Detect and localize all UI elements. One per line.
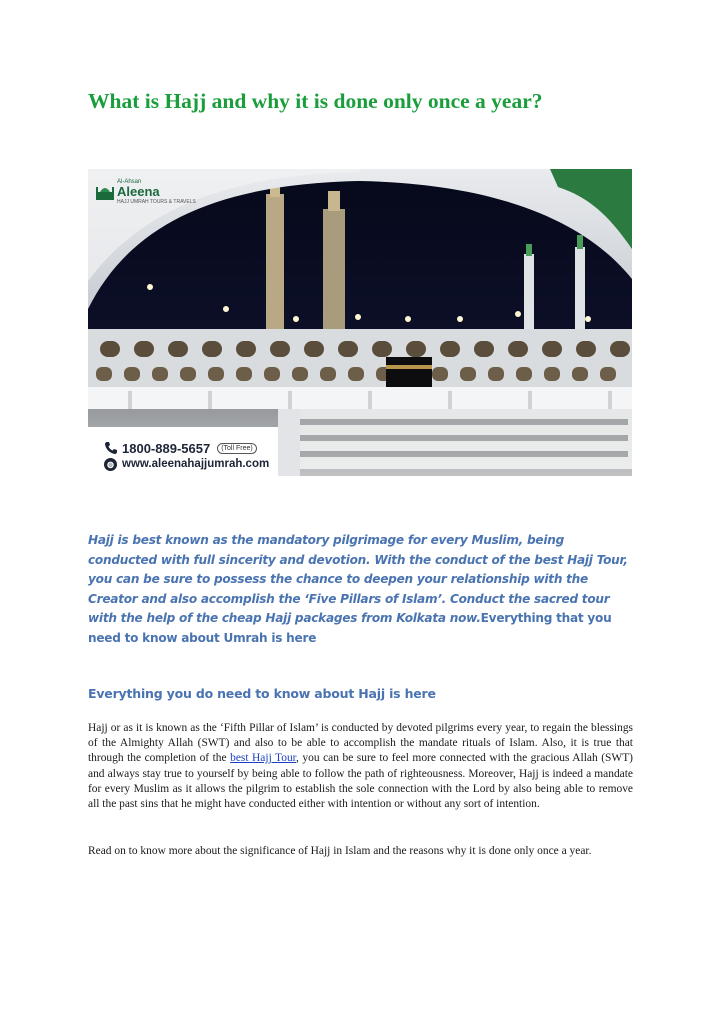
section-subheading: Everything you do need to know about Hajj is here	[88, 686, 436, 701]
logo-tagline: Al-Ahsan	[117, 179, 142, 185]
website-contact	[104, 456, 269, 472]
paragraph1-text-start: Hajj or as it is known as the ‘Fifth Pillar of Islam’ is conducted by devoted pilgrims every year, to regain the blessings of the Almighty Allah (SWT) and also to be able to accomplish the mandate rituals of Islam. Also, it is true that through the completion of the	[88, 722, 633, 765]
page-title: What is Hajj and why it is done only once a year?	[88, 89, 543, 113]
intro-paragraph	[88, 531, 636, 648]
brand-logo	[96, 177, 196, 207]
body-paragraph-1	[88, 721, 633, 812]
website-url: www.aleenahajjumrah.com	[122, 458, 270, 470]
toll-free-badge: (Toll Free)	[217, 443, 257, 454]
paragraph1-text-end: , you can be sure to feel more connected with the gracious Allah (SWT) and always stay true to yourself by being able to follow the path of righteousness. Moreover, Hajj is indeed a mandate for every Muslim as it allows the pilgrim to establish the sole connection with the Lord by also being able to remove all the past sins that he might have conducted either with intention or without any sort of intention.	[88, 752, 633, 811]
intro-bold-text: Everything that you need to know about Umrah is here	[88, 611, 612, 645]
logo-subtitle: HAJJ UMRAH TOURS & TRAVELS	[117, 199, 196, 205]
phone-icon	[104, 441, 118, 455]
phone-number: 1800-889-5657	[122, 440, 211, 456]
logo-name: Aleena	[117, 184, 160, 199]
body-paragraph-2: Read on to know more about the significance of Hajj in Islam and the reasons why it is done only once a year.	[88, 845, 592, 857]
masjid-al-haram-illustration	[88, 169, 632, 476]
best-hajj-tour-link[interactable]: best Hajj Tour	[230, 752, 297, 765]
globe-icon: ◍	[104, 458, 117, 471]
intro-italic-text: Hajj is best known as the mandatory pilgrimage for every Muslim, being conducted with full sincerity and devotion. With the conduct of the best Hajj Tour, you can be sure to possess the chance to deepen your relationship with the Creator and also accomplish the ‘Five Pillars of Islam’. Conduct the sacred tour with the help of the cheap Hajj packages from Kolkata now.	[88, 533, 628, 625]
kaaba-photo	[88, 169, 632, 476]
mosque-icon	[96, 183, 114, 201]
phone-contact	[104, 439, 257, 457]
